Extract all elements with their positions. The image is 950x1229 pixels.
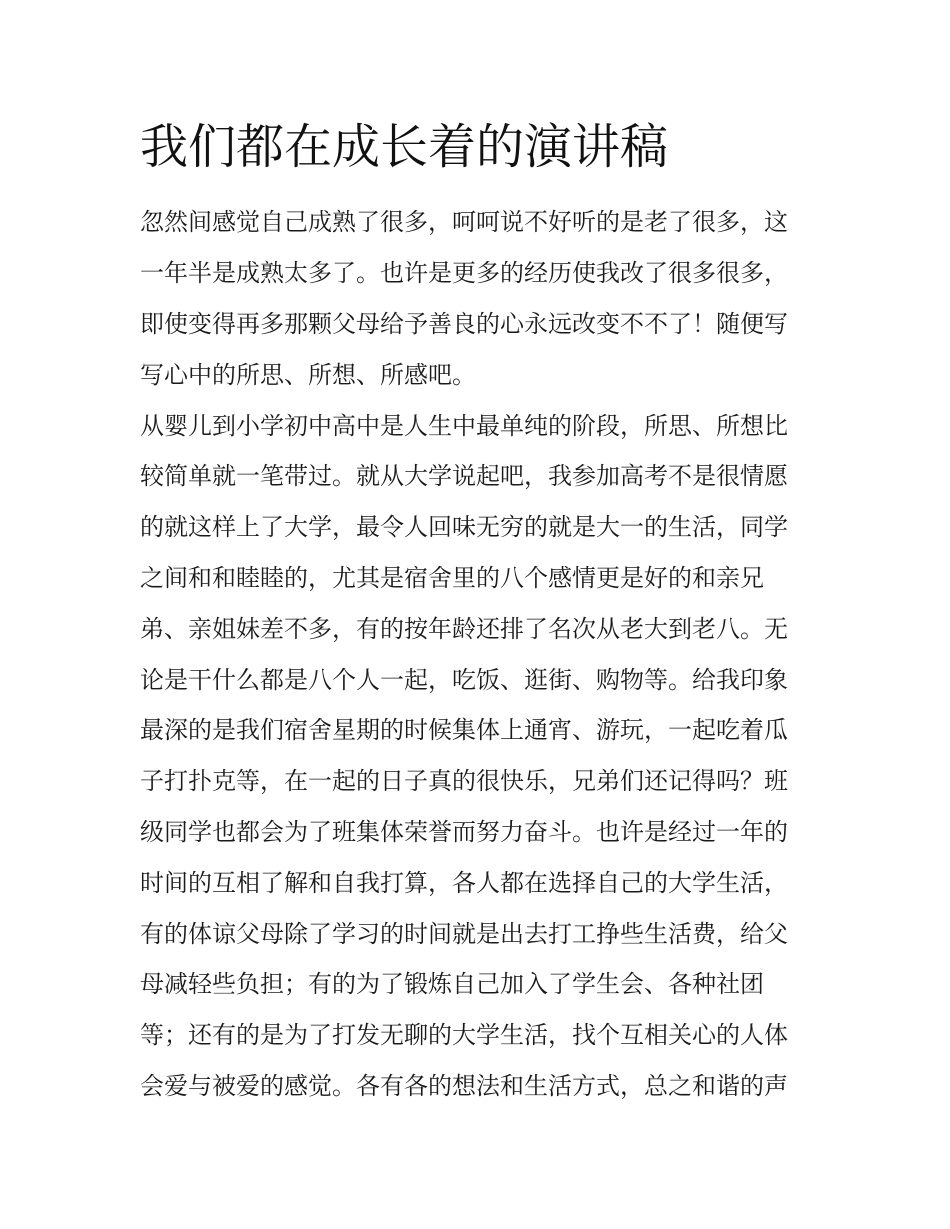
text-line: 一年半是成熟太多了。也许是更多的经历使我改了很多很多，: [140, 259, 788, 287]
text-line: 会爱与被爱的感觉。各有各的想法和生活方式，总之和谐的声: [140, 1072, 788, 1100]
text-line: 弟、亲姐妹差不多，有的按年龄还排了名次从老大到老八。无: [140, 615, 788, 643]
text-line: 子打扑克等，在一起的日子真的很快乐，兄弟们还记得吗？班: [140, 767, 788, 795]
text-line: 有的体谅父母除了学习的时间就是出去打工挣些生活费，给父: [140, 920, 788, 948]
text-line: 的就这样上了大学，最令人回味无穷的就是大一的生活，同学: [140, 513, 788, 541]
text-line: 较简单就一笔带过。就从大学说起吧，我参加高考不是很情愿: [140, 462, 788, 490]
text-line: 即使变得再多那颗父母给予善良的心永远改变不不了！随便写: [140, 310, 788, 338]
text-line: 最深的是我们宿舍星期的时候集体上通宵、游玩，一起吃着瓜: [140, 716, 788, 744]
document-title: 我们都在成长着的演讲稿: [140, 119, 669, 175]
text-line: 论是干什么都是八个人一起，吃饭、逛街、购物等。给我印象: [140, 666, 788, 694]
text-line: 忽然间感觉自己成熟了很多，呵呵说不好听的是老了很多，这: [140, 208, 788, 236]
text-line: 之间和和睦睦的，尤其是宿舍里的八个感情更是好的和亲兄: [140, 564, 764, 592]
text-line: 母减轻些负担；有的为了锻炼自己加入了学生会、各种社团: [140, 970, 764, 998]
text-line: 时间的互相了解和自我打算，各人都在选择自己的大学生活，: [140, 869, 788, 897]
text-line: 从婴儿到小学初中高中是人生中最单纯的阶段，所思、所想比: [140, 412, 788, 440]
text-line: 写心中的所思、所想、所感吧。: [140, 361, 476, 389]
text-line: 级同学也都会为了班集体荣誉而努力奋斗。也许是经过一年的: [140, 818, 788, 846]
text-line: 等；还有的是为了打发无聊的大学生活，找个互相关心的人体: [140, 1021, 788, 1049]
